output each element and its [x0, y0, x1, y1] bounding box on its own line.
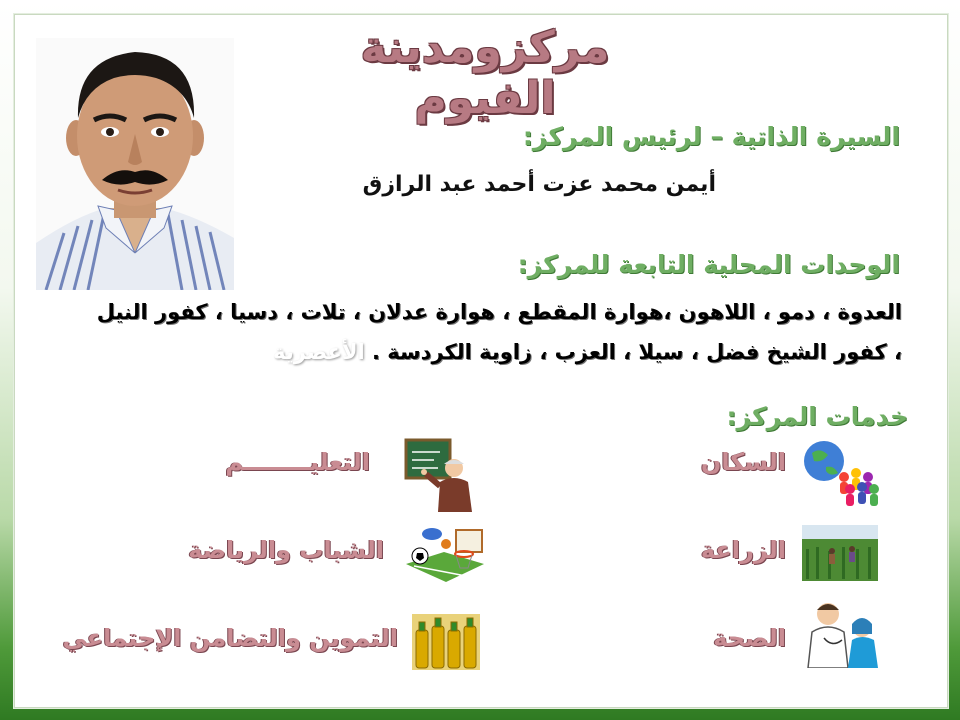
sports-equipment-icon: [404, 524, 486, 584]
services-heading: خدمات المركز:: [726, 402, 908, 431]
service-agriculture-label: الزراعة: [700, 536, 786, 564]
units-list-faded: الأعصرية: [273, 340, 365, 364]
portrait-photo: [36, 38, 234, 290]
service-supply-solidarity-label: التموين والتضامن الإجتماعي: [62, 624, 398, 652]
units-list: [96, 292, 902, 372]
units-heading: الوحدات المحلية التابعة للمركز:: [517, 250, 900, 279]
service-health-label: الصحة: [713, 624, 786, 652]
service-population-label: السكان: [700, 448, 786, 476]
doctor-patient-icon: [802, 598, 882, 668]
service-youth-sports-label: الشباب والرياضة: [188, 536, 384, 564]
page-title: مركزومدينة الفيوم: [360, 22, 610, 124]
service-education-label: التعليــــــــم: [225, 448, 370, 476]
oil-bottles-icon: [412, 614, 480, 670]
president-name: أيمن محمد عزت أحمد عبد الرازق: [362, 172, 716, 197]
farm-field-icon: [802, 525, 878, 581]
bio-heading: السيرة الذاتية – لرئيس المركز:: [522, 122, 900, 151]
teacher-blackboard-icon: [404, 438, 474, 512]
units-list-main: العدوة ، دمو ، اللاهون ،هوارة المقطع ، هوارة عدلان ، تلات ، دسيا ، كفور النيل ، كفور الشيخ فضل ، سيلا ، العزب ، زاوية الكردسة .: [96, 300, 902, 364]
globe-population-icon: [800, 437, 884, 509]
